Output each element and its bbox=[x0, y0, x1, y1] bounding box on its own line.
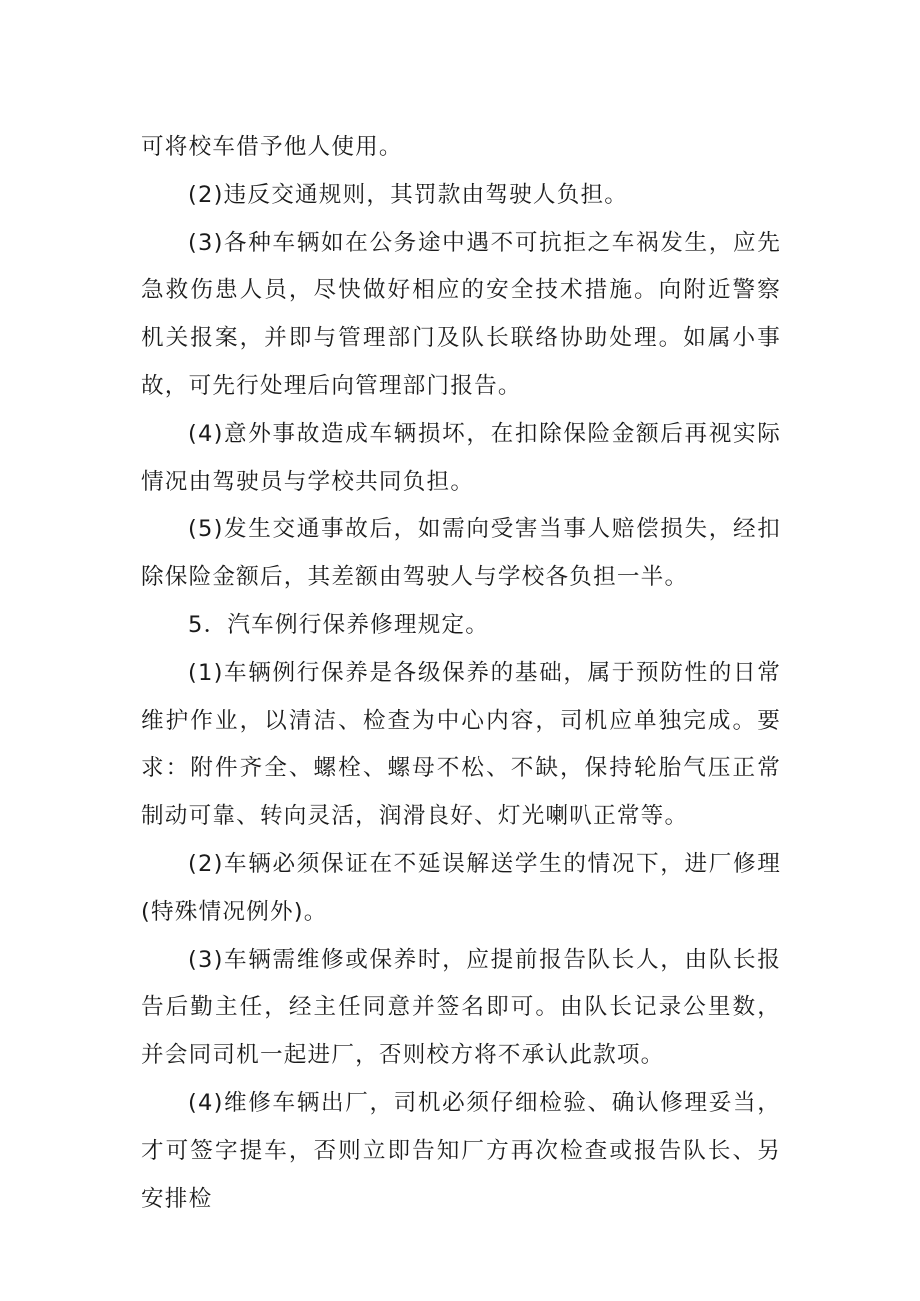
paragraph-item-4-4: (4)意外事故造成车辆损坏，在扣除保险金额后再视实际情况由驾驶员与学校共同负担。 bbox=[141, 420, 781, 495]
paragraph-continuation: 可将校车借予他人使用。 bbox=[141, 134, 403, 160]
document-body bbox=[141, 124, 781, 1223]
paragraph-item-4-3: (3)各种车辆如在公务途中遇不可抗拒之车祸发生，应先急救伤患人员，尽快做好相应的安全技术措施。向附近警察机关报案，并即与管理部门及队长联络协助处理。如属小事故，可先行处理后向管理部门报告。 bbox=[141, 229, 781, 399]
paragraph-item-5-2: (2)车辆必须保证在不延误解送学生的情况下，进厂修理(特殊情况例外)。 bbox=[141, 850, 781, 925]
paragraph-item-5-4: (4)维修车辆出厂，司机必须仔细检验、确认修理妥当，才可签字提车，否则立即告知厂方再次检查或报告队长、另安排检 bbox=[141, 1089, 781, 1212]
paragraph-item-4-2: (2)违反交通规则，其罚款由驾驶人负担。 bbox=[188, 181, 629, 208]
paragraph-item-5-3: (3)车辆需维修或保养时，应提前报告队长人，由队长报告后勤主任，经主任同意并签名即可。由队长记录公里数，并会同司机一起进厂，否则校方将不承认此款项。 bbox=[141, 946, 781, 1069]
paragraph-item-5-1: (1)车辆例行保养是各级保养的基础，属于预防性的日常维护作业，以清洁、检查为中心内容，司机应单独完成。要求：附件齐全、螺栓、螺母不松、不缺，保持轮胎气压正常制动可靠、转向灵活，润滑良好、灯光喇叭正常等。 bbox=[141, 659, 781, 830]
paragraph-item-4-5: (5)发生交通事故后，如需向受害当事人赔偿损失，经扣除保险金额后，其差额由驾驶人与学校各负担一半。 bbox=[141, 516, 781, 591]
section-heading-5: 5．汽车例行保养修理规定。 bbox=[188, 611, 490, 638]
